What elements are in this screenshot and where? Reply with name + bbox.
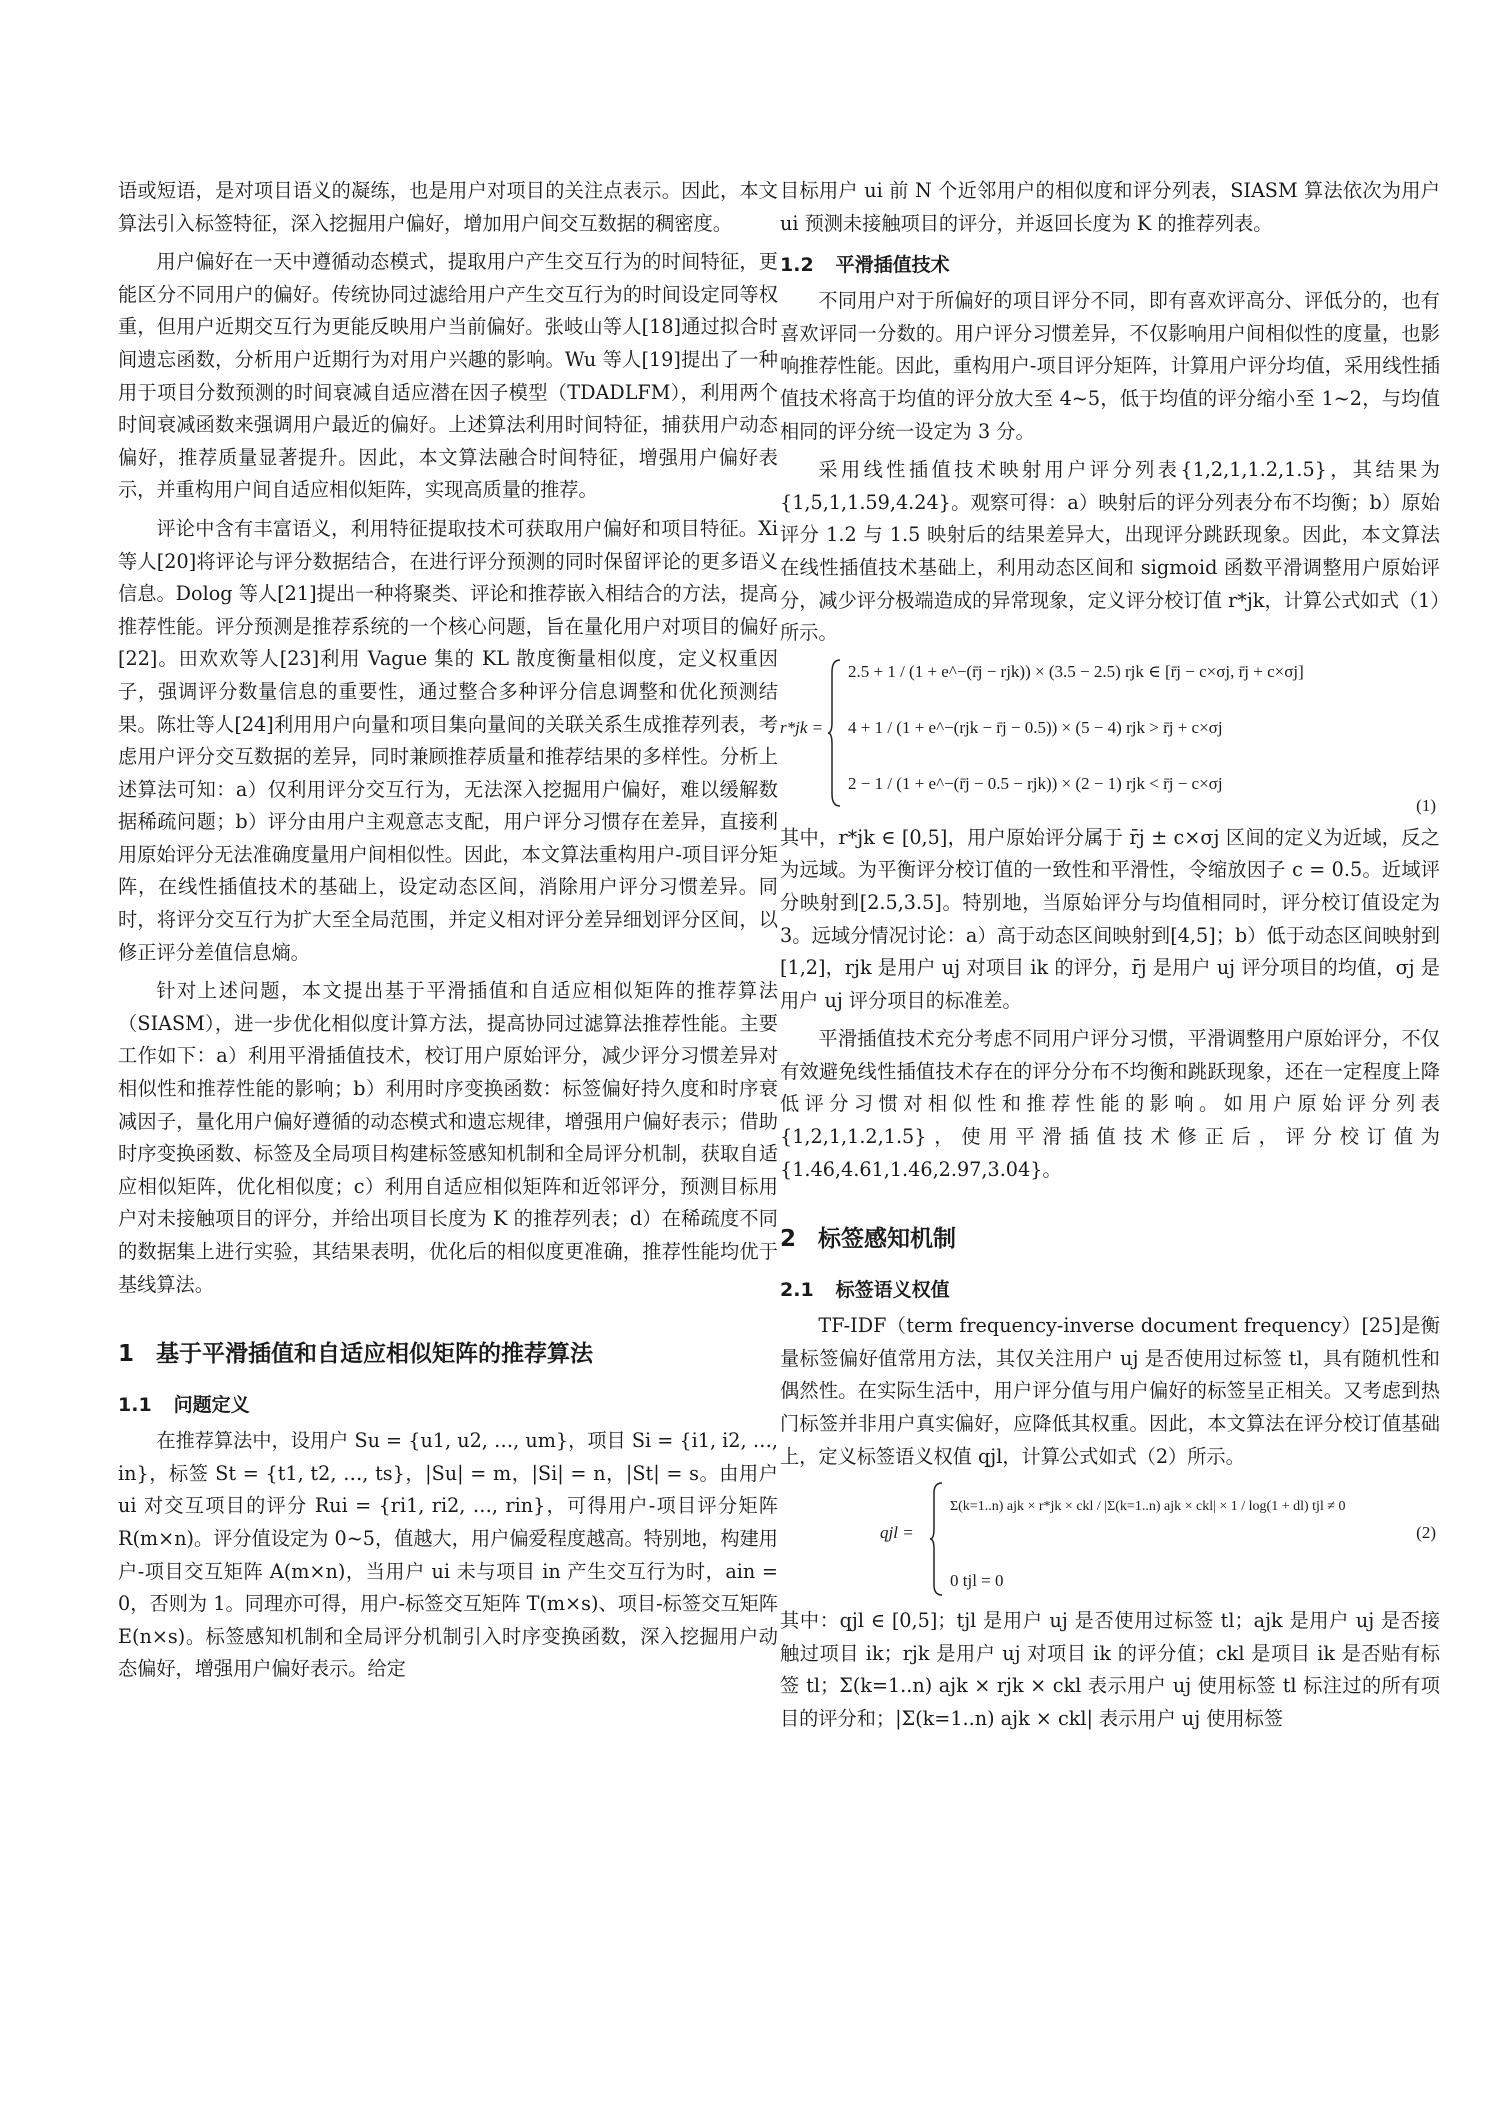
paragraph: 其中：qjl ∈ [0,5]；tjl 是用户 uj 是否使用过标签 tl；ajk 是用户 uj 是否接触过项目 ik；rjk 是用户 uj 对项目 ik 的评分值；ckl 是项目 ik 是否贴有标签 tl；Σ(k=1..n) ajk × rjk × ckl 表示用户 uj 使用标签 tl 标注过的所有项目的评分和；|Σ(k=1..n) ajk × ckl| 表示用户 uj 使用标签	[780, 1609, 1440, 1730]
left-brace-icon	[828, 658, 842, 808]
paragraph: 其中，r*jk ∈ [0,5]，用户原始评分属于 r̄j ± c×σj 区间的定义为近域，反之为远域。为平衡评分校订值的一致性和平滑性，令缩放因子 c = 0.5。近域评分映射到[2.5,3.5]。特别地，当原始评分与均值相同时，评分校订值设定为 3。远域分情况讨论：a）高于动态区间映射到[4,5]；b）低于动态区间映射到[1,2]，rjk 是用户 uj 对项目 ik 的评分，r̄j 是用户 uj 评分项目的均值，σj 是用户 uj 评分项目的标准差。	[780, 825, 1440, 1012]
paragraph: 用户偏好在一天中遵循动态模式，提取用户产生交互行为的时间特征，更能区分不同用户的偏好。传统协同过滤给用户产生交互行为的时间设定同等权重，但用户近期交互行为更能反映用户当前偏好。张岐山等人[18]通过拟合时间遗忘函数，分析用户近期行为对用户兴趣的影响。Wu 等人[19]提出了一种用于项目分数预测的时间衰减自适应潜在因子模型（TDADLFM），利用两个时间衰减函数来强调用户最近的偏好。上述算法利用时间特征，捕获用户动态偏好，推荐质量显著提升。因此，本文算法融合时间特征，增强用户偏好表示，并重构用户间自适应相似矩阵，实现高质量的推荐。	[118, 250, 778, 502]
equation-lhs: qjl =	[880, 1523, 914, 1543]
section-number: 1	[118, 1341, 135, 1368]
equation-row: 0 tjl = 0	[950, 1571, 1004, 1591]
section-title: 基于平滑插值和自适应相似矩阵的推荐算法	[156, 1341, 594, 1368]
subsection-number: 1.1	[118, 1394, 152, 1417]
paragraph: 目标用户 ui 前 N 个近邻用户的相似度和评分列表，SIASM 算法依次为用户 ui 预测未接触项目的评分，并返回长度为 K 的推荐列表。	[780, 179, 1440, 235]
left-column	[118, 175, 778, 1692]
subsection-number: 1.2	[780, 254, 814, 277]
equation-lhs: r*jk =	[780, 717, 824, 737]
equation-number: (2)	[1416, 1523, 1436, 1543]
equation-row: 2 − 1 / (1 + e^−(r̄j − 0.5 − rjk)) × (2 − 1) rjk < r̄j − c×σj	[848, 773, 1223, 793]
equation-row: 2.5 + 1 / (1 + e^−(r̄j − rjk)) × (3.5 − 2.5) rjk ∈ [r̄j − c×σj, r̄j + c×σj]	[848, 661, 1304, 681]
paragraph: 平滑插值技术充分考虑不同用户评分习惯，平滑调整用户原始评分，不仅有效避免线性插值技术存在的评分分布不均衡和跳跃现象，还在一定程度上降低评分习惯对相似性和推荐性能的影响。如用户原始评分列表{1,2,1,1.2,1.5}，使用平滑插值技术修正后，评分校订值为{1.46,4.61,1.46,2.97,3.04}。	[780, 1027, 1440, 1181]
paragraph: 不同用户对于所偏好的项目评分不同，即有喜欢评高分、评低分的，也有喜欢评同一分数的。用户评分习惯差异，不仅影响用户间相似性的度量，也影响推荐性能。因此，重构用户-项目评分矩阵，计算用户评分均值，采用线性插值技术将高于均值的评分放大至 4~5，低于均值的评分缩小至 1~2，与均值相同的评分统一设定为 3 分。	[780, 289, 1440, 443]
paragraph: 评论中含有丰富语义，利用特征提取技术可获取用户偏好和项目特征。Xi 等人[20]将评论与评分数据结合，在进行评分预测的同时保留评论的更多语义信息。Dolog 等人[21]提出一种将聚类、评论和推荐嵌入相结合的方法，提高推荐性能。评分预测是推荐系统的一个核心问题，旨在量化用户对项目的偏好[22]。田欢欢等人[23]利用 Vague 集的 KL 散度衡量相似度，定义权重因子，强调评分数量信息的重要性，通过整合多种评分信息调整和优化预测结果。陈壮等人[24]利用用户向量和项目集向量间的关联关系生成推荐列表，考虑用户评分交互数据的差异，同时兼顾推荐质量和推荐结果的多样性。分析上述算法可知：a）仅利用评分交互行为，无法深入挖掘用户偏好，难以缓解数据稀疏问题；b）评分由用户主观意志支配，用户评分习惯存在差异，直接利用原始评分无法准确度量用户间相似性。因此，本文算法重构用户-项目评分矩阵，在线性插值技术的基础上，设定动态区间，消除用户评分习惯差异。同时，将评分交互行为扩大至全局范围，并定义相对评分差异细划评分区间，以修正评分差值信息熵。	[118, 516, 778, 964]
equation-row: Σ(k=1..n) ajk × r*jk × ckl / |Σ(k=1..n) ajk × ckl| × 1 / log(1 + dl) tjl ≠ 0	[950, 1499, 1346, 1515]
subsection-title: 问题定义	[173, 1394, 250, 1417]
subsection-heading	[780, 250, 1440, 277]
subsection-number: 2.1	[780, 1279, 814, 1302]
equation-number: (1)	[1416, 795, 1436, 815]
paragraph: 在推荐算法中，设用户 Su = {u1, u2, …, um}，项目 Si = {i1, i2, …, in}，标签 St = {t1, t2, …, ts}，|Su| = m，|Si| = n，|St| = s。由用户 ui 对交互项目的评分 Rui = {ri1, ri2, …, rin}，可得用户-项目评分矩阵 R(m×n)。评分值设定为 0~5，值越大，用户偏爱程度越高。特别地，构建用户-项目交互矩阵 A(m×n)，当用户 ui 未与项目 in 产生交互行为时，ain = 0，否则为 1。同理亦可得，用户-标签交互矩阵 T(m×s)、项目-标签交互矩阵 E(n×s)。标签感知机制和全局评分机制引入时序变换函数，深入挖掘用户动态偏好，增强用户偏好表示。给定	[118, 1429, 778, 1681]
paragraph: 语或短语，是对项目语义的凝练，也是用户对项目的关注点表示。因此，本文算法引入标签特征，深入挖掘用户偏好，增加用户间交互数据的稠密度。	[118, 179, 778, 235]
equation-row: 4 + 1 / (1 + e^−(rjk − r̄j − 0.5)) × (5 − 4) rjk > r̄j + c×σj	[848, 717, 1223, 737]
section-title: 标签感知机制	[818, 1226, 957, 1253]
equation-2	[780, 1479, 1440, 1599]
section-heading	[118, 1335, 778, 1368]
paragraph: TF-IDF（term frequency-inverse document frequency）[25]是衡量标签偏好值常用方法，其仅关注用户 uj 是否使用过标签 tl，具有随机性和偶然性。在实际生活中，用户评分值与用户偏好的标签呈正相关。又考虑到热门标签并非用户真实偏好，应降低其权重。因此，本文算法在评分校订值基础上，定义标签语义权值 qjl，计算公式如式（2）所示。	[780, 1314, 1440, 1468]
section-heading	[780, 1220, 1440, 1253]
paragraph: 采用线性插值技术映射用户评分列表{1,2,1,1.2,1.5}，其结果为{1,5,1,1.59,4.24}。观察可得：a）映射后的评分列表分布不均衡；b）原始评分 1.2 与 1.5 映射后的结果差异大，出现评分跳跃现象。因此，本文算法在线性插值技术基础上，利用动态区间和 sigmoid 函数平滑调整用户原始评分，减少评分极端造成的异常现象，定义评分校订值 r*jk，计算公式如式（1）所示。	[780, 458, 1440, 645]
subsection-title: 标签语义权值	[835, 1279, 950, 1302]
equation-1	[780, 656, 1440, 816]
section-number: 2	[780, 1226, 797, 1253]
subsection-heading	[118, 1390, 778, 1417]
left-brace-icon	[930, 1481, 944, 1597]
subsection-title: 平滑插值技术	[835, 254, 950, 277]
right-column	[780, 175, 1440, 1742]
subsection-heading	[780, 1275, 1440, 1302]
paragraph: 针对上述问题，本文提出基于平滑插值和自适应相似矩阵的推荐算法（SIASM），进一步优化相似度计算方法，提高协同过滤算法推荐性能。主要工作如下：a）利用平滑插值技术，校订用户原始评分，减少评分习惯差异对相似性和推荐性能的影响；b）利用时序变换函数：标签偏好持久度和时序衰减因子，量化用户偏好遵循的动态模式和遗忘规律，增强用户偏好表示；借助时序变换函数、标签及全局项目构建标签感知机制和全局评分机制，获取自适应相似矩阵，优化相似度；c）利用自适应相似矩阵和近邻评分，预测目标用户对未接触项目的评分，并给出项目长度为 K 的推荐列表；d）在稀疏度不同的数据集上进行实验，其结果表明，优化后的相似度更准确，推荐性能均优于基线算法。	[118, 979, 778, 1296]
